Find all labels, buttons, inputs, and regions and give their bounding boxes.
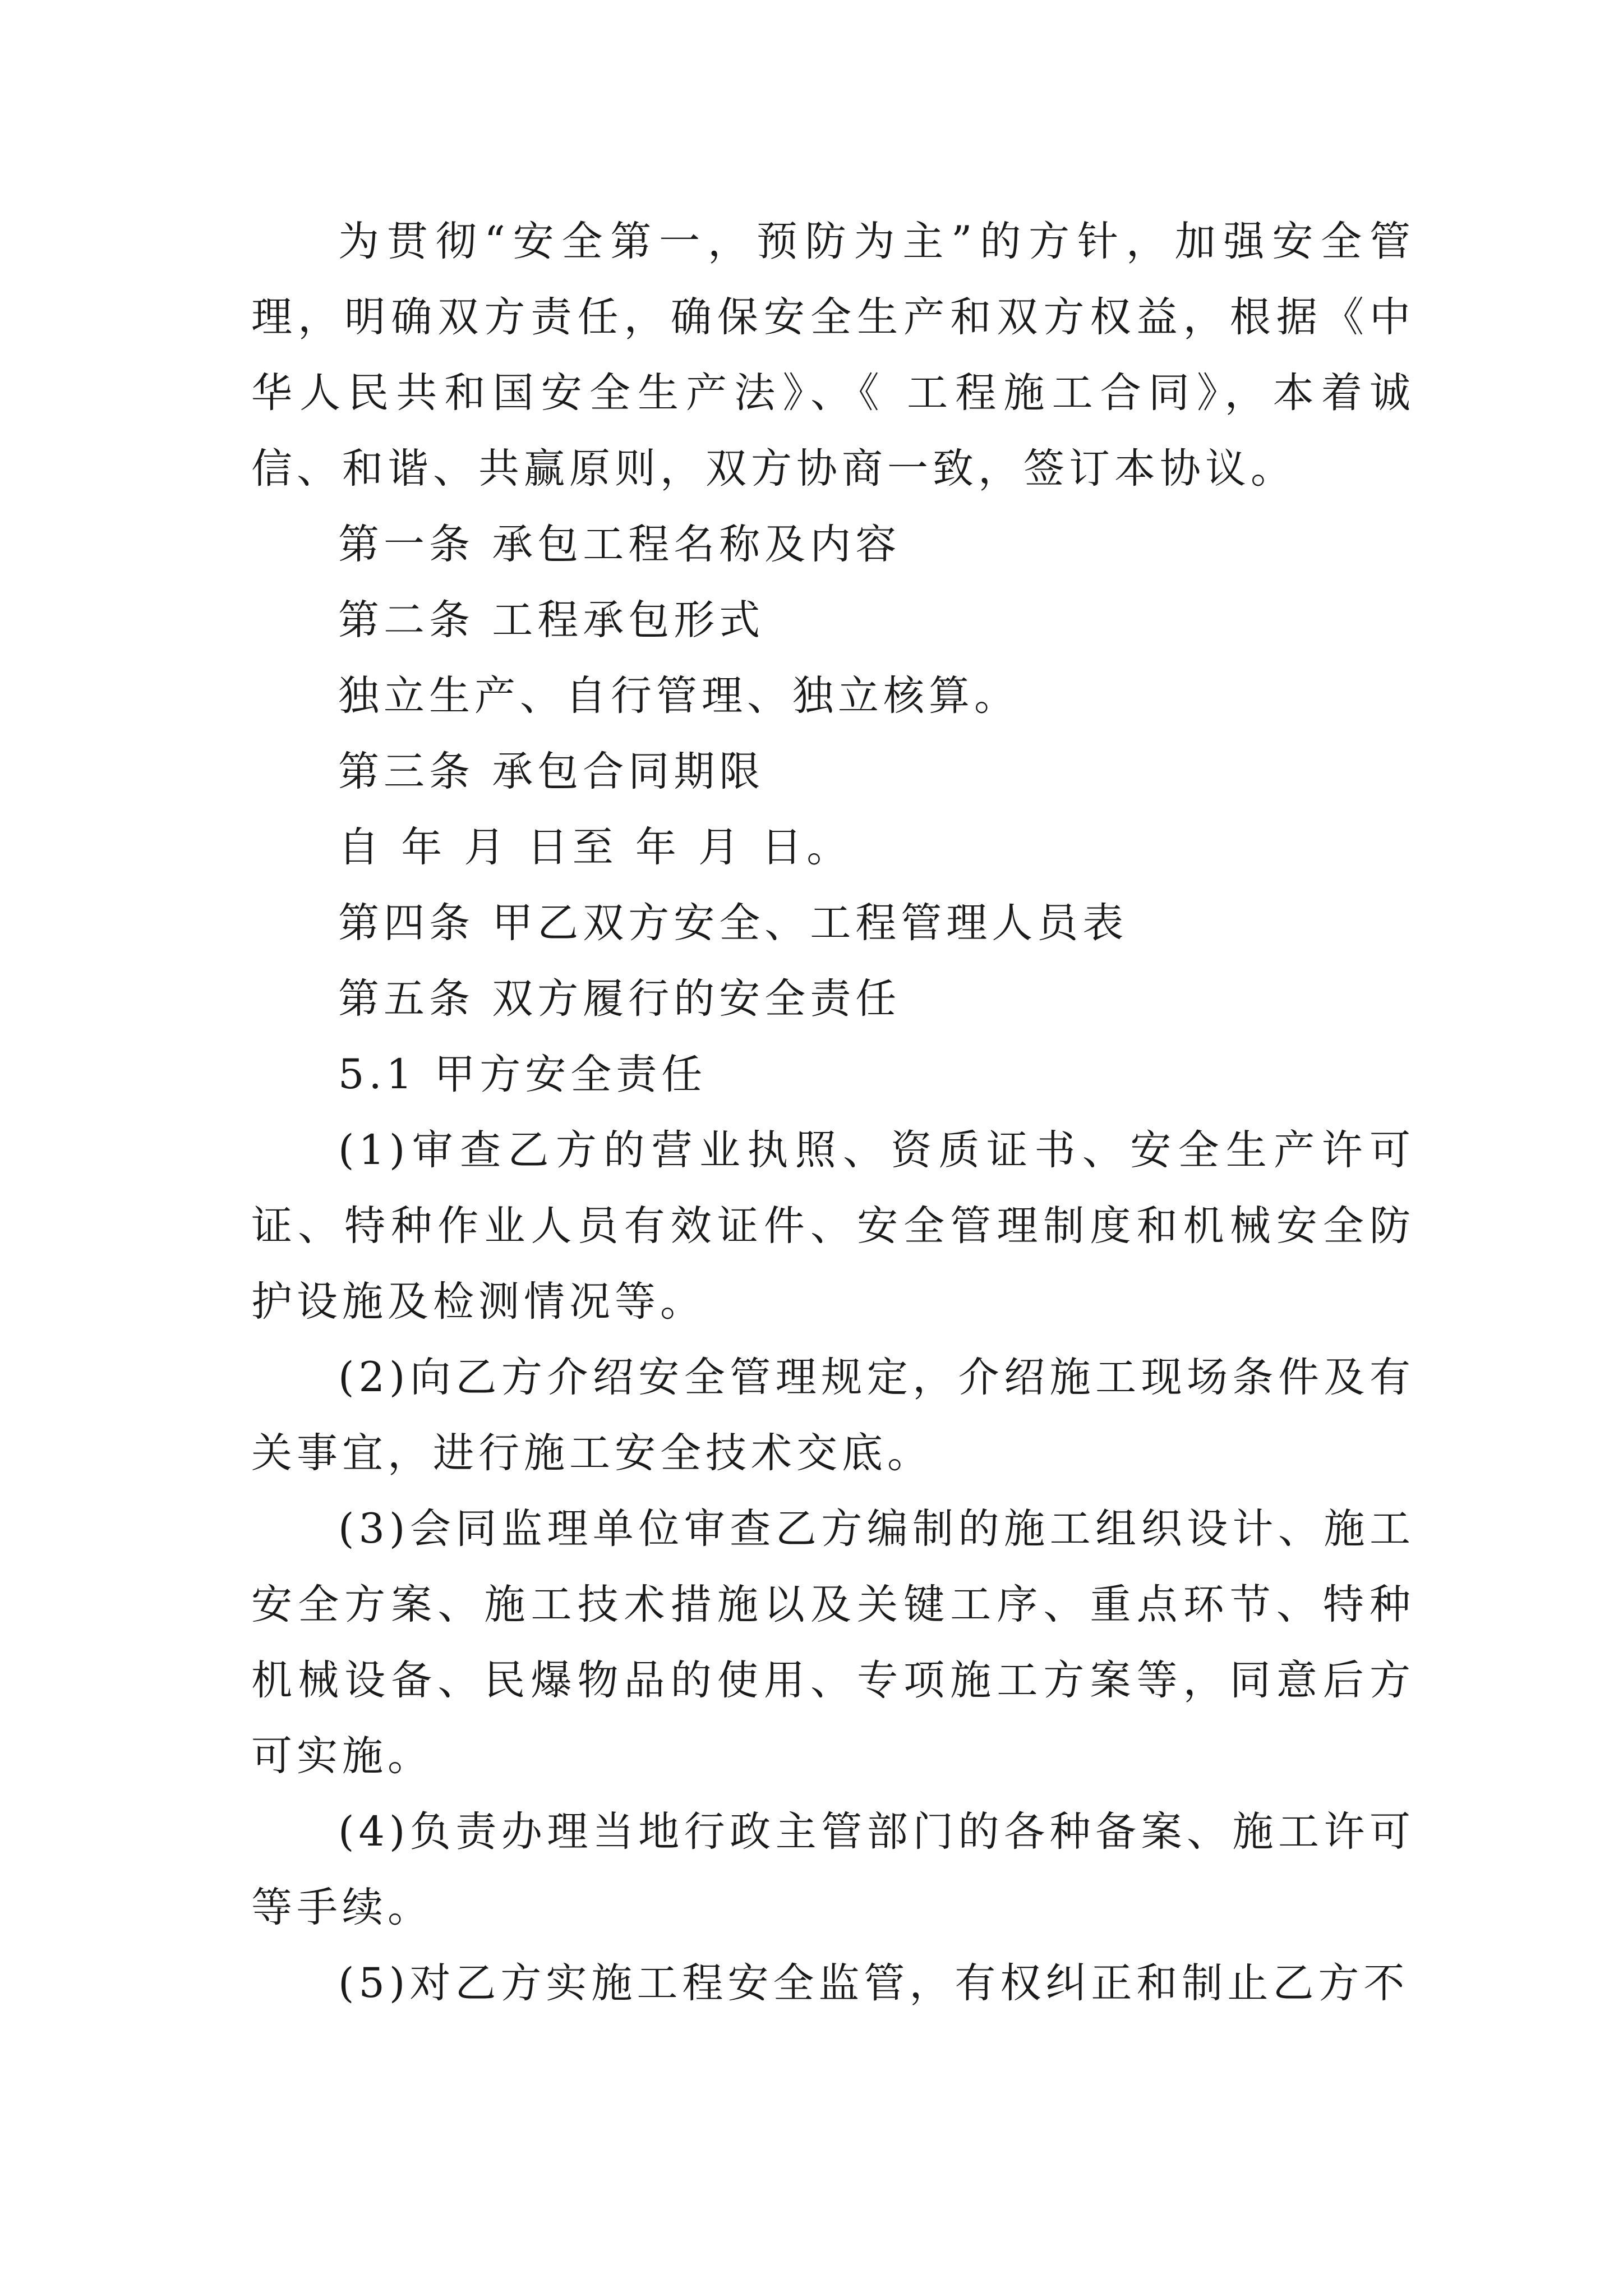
clause-2: (2)向乙方介绍安全管理规定，介绍施工现场条件及有关事宜，进行施工安全技术交底。 xyxy=(251,1354,1415,1477)
clause-4: (4)负责办理当地行政主管部门的各种备案、施工许可等手续。 xyxy=(251,1808,1415,1931)
article-2-heading: 第二条 工程承包形式 xyxy=(338,596,765,644)
clause-1: (1)审查乙方的营业执照、资质证书、安全生产许可证、特种作业人员有效证件、安全管理制度和机械安全防护设施及检测情况等。 xyxy=(251,1126,1415,1326)
article-3-text: 自 年 月 日至 年 月 日。 xyxy=(338,823,852,871)
clause-3: (3)会同监理单位审查乙方编制的施工组织设计、施工安全方案、施工技术措施以及关键工序、重点环节、特种机械设备、民爆物品的使用、专项施工方案等，同意后方可实施。 xyxy=(251,1505,1415,1780)
article-5-heading: 第五条 双方履行的安全责任 xyxy=(338,975,901,1023)
article-1-heading: 第一条 承包工程名称及内容 xyxy=(338,521,901,568)
article-4-heading: 第四条 甲乙双方安全、工程管理人员表 xyxy=(338,899,1128,947)
article-3-heading: 第三条 承包合同期限 xyxy=(338,748,765,795)
document-body xyxy=(251,204,1415,2021)
clause-5: (5)对乙方实施工程安全监管，有权纠正和制止乙方不 xyxy=(338,1959,1409,2007)
paragraph-preamble: 为贯彻“安全第一，预防为主”的方针，加强安全管理，明确双方责任，确保安全生产和双方权益，根据《中华人民共和国安全生产法》、《 工程施工合同》，本着诚信、和谐、共赢原则，双方协商一致，签订本协议。 xyxy=(251,218,1415,493)
article-2-text: 独立生产、自行管理、独立核算。 xyxy=(338,672,1020,720)
section-5-1-heading: 5.1 甲方安全责任 xyxy=(338,1051,707,1098)
